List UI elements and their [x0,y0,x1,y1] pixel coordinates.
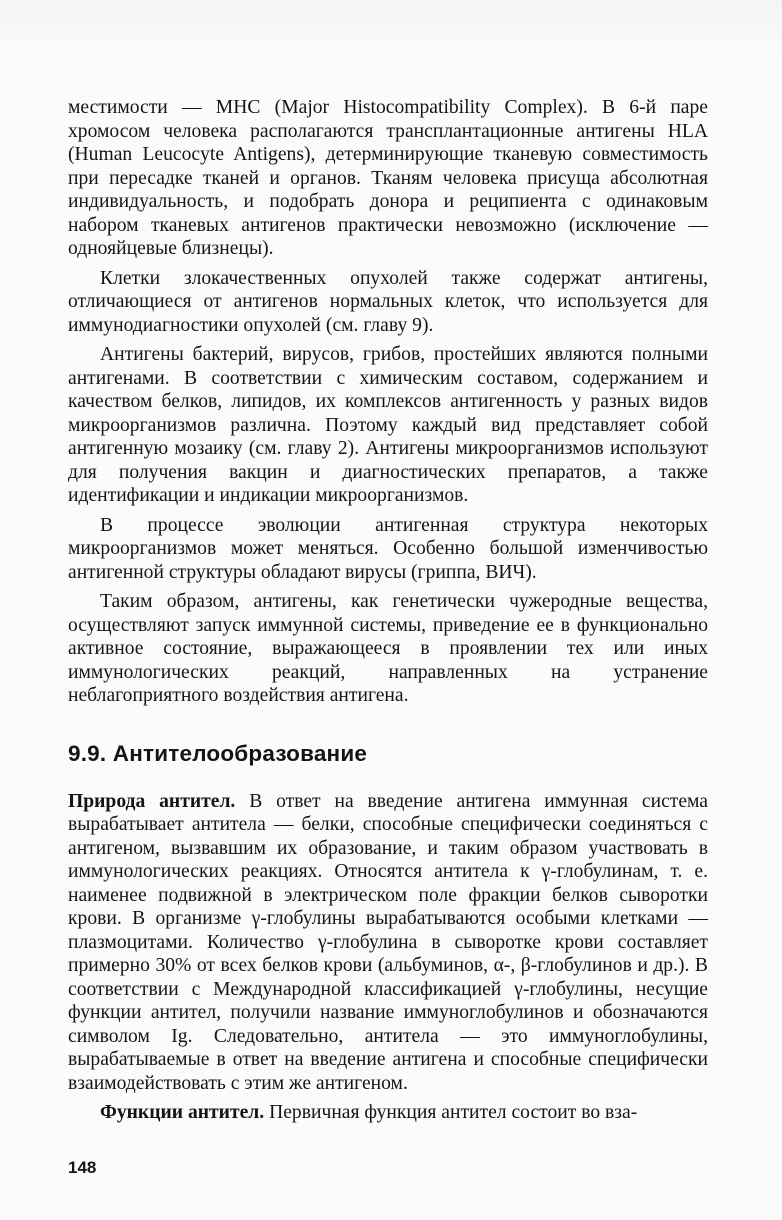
runin-heading-functions: Функции антител. [100,1102,265,1123]
page-top-shading [0,0,782,60]
section-heading: 9.9. Антителообразование [68,740,368,766]
paragraph-antibody-functions [68,1101,708,1125]
paragraph-antibody-nature-text: В ответ на введение антигена иммунная система вырабатывает антитела — белки, способные специфически соединяться с антигеном, вызвавшим их образование, и таким образом участвовать в иммунологических реакциях. Относятся антитела к γ-глобулинам, т. е. наименее подвижной в электрическом поле фракции белков сыворотки крови. В организме γ-глобулины вырабатываются особыми клетками — плазмоцитами. Количество γ-глобулина в сыворотке крови составляет примерно 30% от всех белков крови (альбуминов, α-, β-глобулинов и др.). В соответствии с Международной классификацией γ-глобулины, несущие функции антител, получили название иммуноглобулинов и обозначаются символом Ig. Следовательно, антитела — это иммуноглобулины, вырабатываемые в ответ на введение антигена и способные специфически взаимодействовать с этим же антигеном. [68,790,708,1094]
runin-heading-nature: Природа антител. [68,790,236,812]
page-number: 148 [68,1158,97,1177]
page-body [68,96,708,1131]
paragraph-antibody-nature [68,790,708,1096]
paragraph-mhc: местимости — MHC (Major Histocompatibility Complex). В 6-й паре хромосом человека располагаются трансплантационные антигены HLA (Human Leucocyte Antigens), детерминирующие тканевую совместимость при пересадке тканей и органов. Тканям человека присуща абсолютная индивидуальность, и подобрать донора и реципиента с одинаковым набором тканевых антигенов практически невозможно (исключение — однояйцевые близнецы). [68,97,708,259]
paragraph-evolution: В процессе эволюции антигенная структура некоторых микроорганизмов может меняться. Особенно большой изменчивостью антигенной структуры обладают вирусы (гриппа, ВИЧ). [68,514,708,583]
paragraph-tumor-antigens: Клетки злокачественных опухолей также содержат антигены, отличающиеся от антигенов нормальных клеток, что используется для иммунодиагностики опухолей (см. главу 9). [68,267,708,336]
paragraph-antibody-functions-text: Первичная функция антител состоит во вза- [264,1102,638,1123]
paragraph-conclusion: Таким образом, антигены, как генетически чужеродные вещества, осуществляют запуск иммунной системы, приведение ее в функционально активное состояние, выражающееся в проявлении тех или иных иммунологических реакций, направленных на устранение неблагоприятного воздействия антигена. [68,591,708,706]
paragraph-microbial-antigens: Антигены бактерий, вирусов, грибов, простейших являются полными антигенами. В соответствии с химическим составом, содержанием и качеством белков, липидов, их комплексов антигенность у разных видов микроорганизмов различна. Поэтому каждый вид представляет собой антигенную мозаику (см. главу 2). Антигены микроорганизмов используют для получения вакцин и диагностических препаратов, а также идентификации и индикации микроорганизмов. [68,344,708,506]
